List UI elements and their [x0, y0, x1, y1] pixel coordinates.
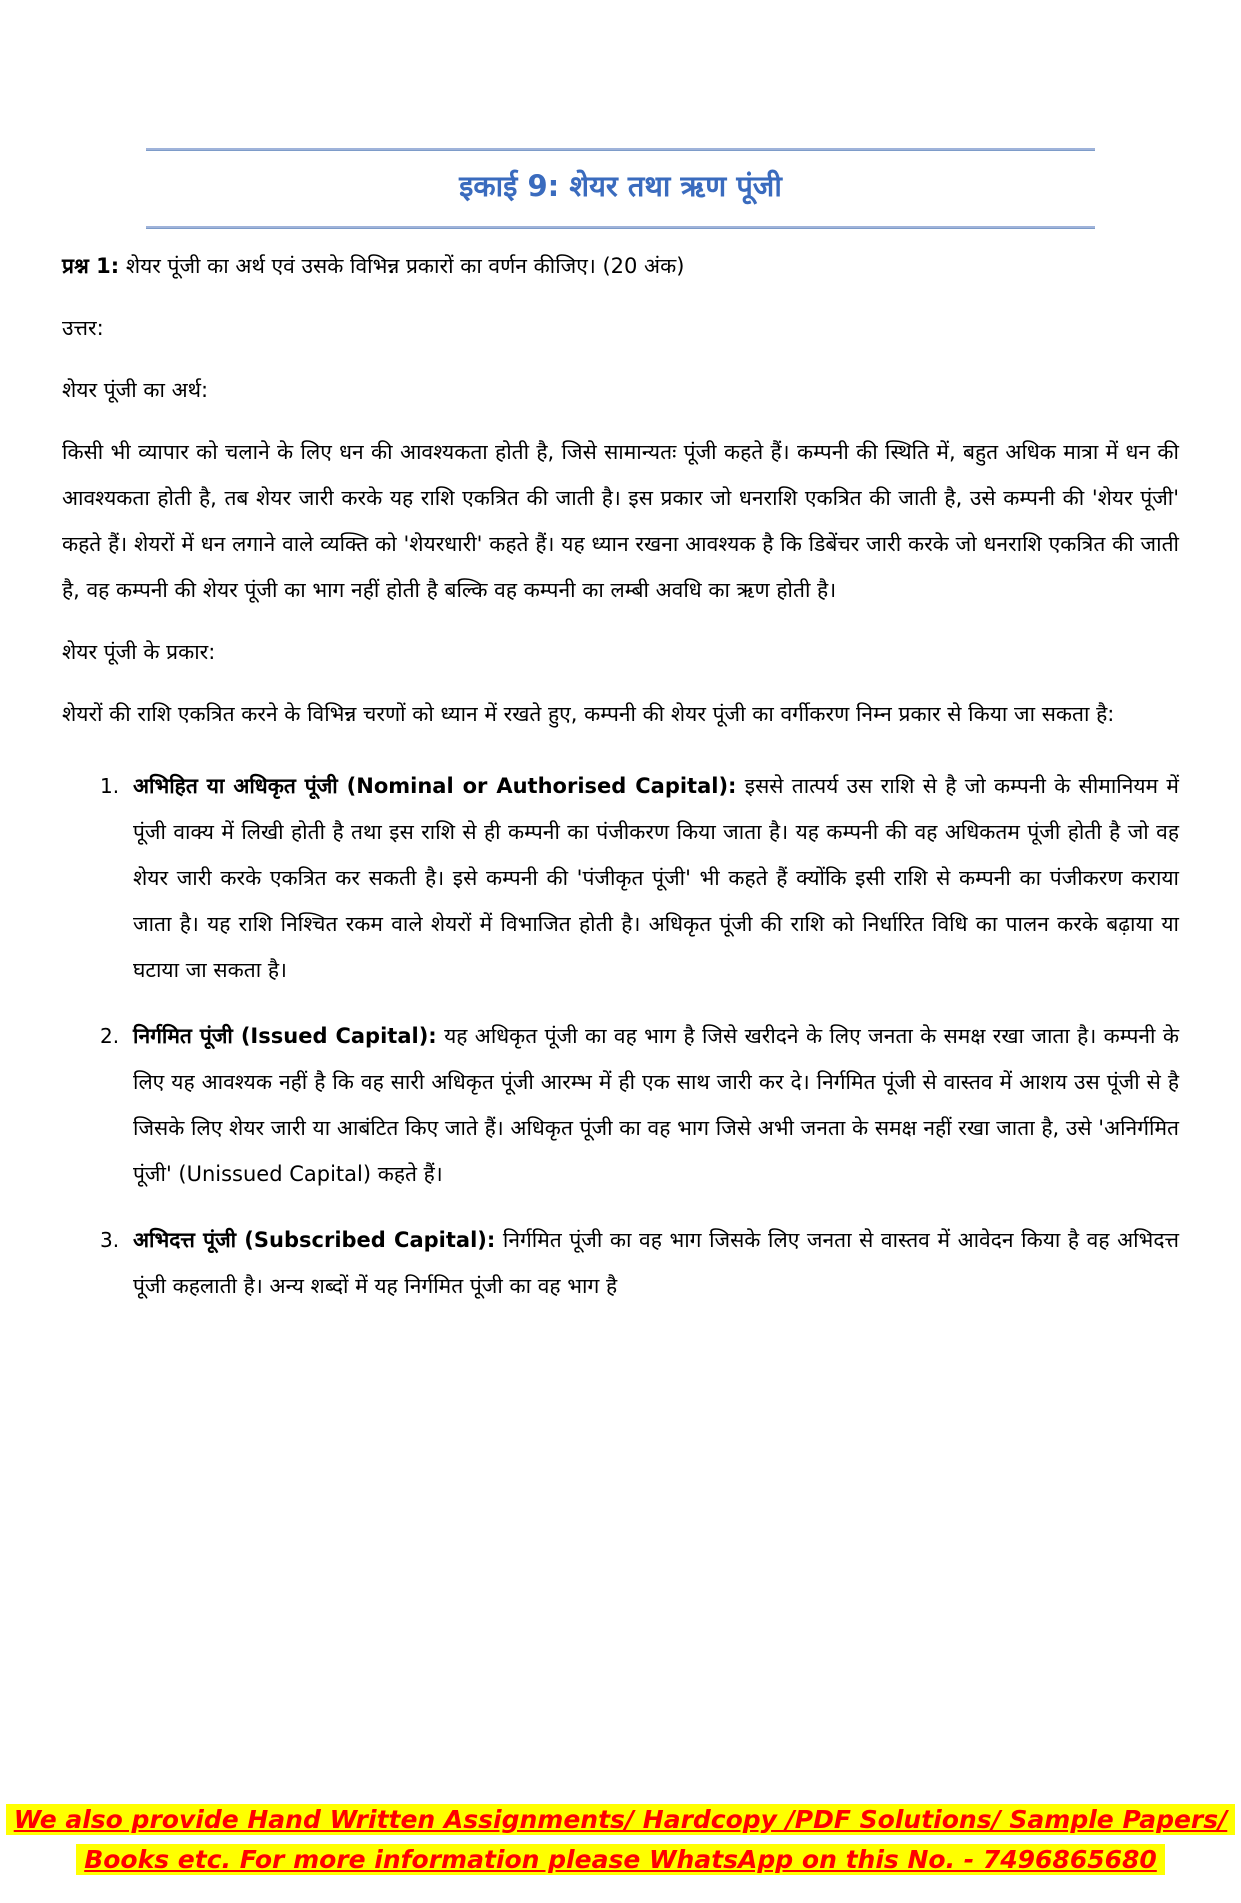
title-block — [146, 148, 1095, 229]
footer-banner — [0, 1800, 1241, 1880]
list-item-heading: अभिदत्त पूंजी (Subscribed Capital): — [133, 1228, 496, 1253]
footer-line-1: We also provide Hand Written Assignments/ Hardcopy /PDF Solutions/ Sample Papers/ — [6, 1804, 1236, 1835]
question-text: शेयर पूंजी का अर्थ एवं उसके विभिन्न प्रकारों का वर्णन कीजिए। (20 अंक) — [125, 254, 685, 279]
footer-line-2-wrap — [0, 1840, 1241, 1880]
meaning-paragraph: किसी भी व्यापार को चलाने के लिए धन की आवश्यकता होती है, जिसे सामान्यतः पूंजी कहते हैं। कम्पनी की स्थिति में, बहुत अधिक मात्रा में धन की आवश्यकता होती है, तब शेयर जारी करके यह राशि एकत्रित की जाती है। इस प्रकार जो धनराशि एकत्रित की जाती है, उसे कम्पनी की 'शेयर पूंजी' कहते हैं। शेयरों में धन लगाने वाले व्यक्ति को 'शेयरधारी' कहते हैं। यह ध्यान रखना आवश्यक है कि डिबेंचर जारी करके जो धनराशि एकत्रित की जाती है, वह कम्पनी की शेयर पूंजी का भाग नहीं होती है बल्कि वह कम्पनी का लम्बी अवधि का ऋण होती है। — [62, 440, 1179, 603]
list-item-text: यह अधिकृत पूंजी का वह भाग है जिसे खरीदने के लिए जनता के समक्ष रखा जाता है। कम्पनी के लिए यह आवश्यक नहीं है कि वह सारी अधिकृत पूंजी आरम्भ में ही एक साथ जारी कर दे। निर्गमित पूंजी से वास्तव में आशय उस पूंजी से है जिसके लिए शेयर जारी या आबंटित किए जाते हैं। अधिकृत पूंजी का वह भाग जिसे अभी जनता के समक्ष नहीं रखा जाता है, उसे 'अनिर्गमित पूंजी' (Unissued Capital) कहते हैं। — [133, 1024, 1179, 1187]
list-item-number: 3. — [100, 1228, 120, 1253]
answer-label: उत्तर: — [62, 316, 104, 341]
list-item-issued-capital — [100, 1013, 1179, 1197]
list-item-heading: निर्गमित पूंजी (Issued Capital): — [133, 1024, 437, 1049]
list-item-subscribed-capital — [100, 1217, 1179, 1309]
list-item-number: 1. — [100, 774, 120, 799]
footer-line-2: Books etc. For more information please WhatsApp on this No. - 7496865680 — [76, 1844, 1165, 1875]
document-page — [0, 148, 1241, 1903]
capital-types-list — [62, 763, 1179, 1309]
types-heading: शेयर पूंजी के प्रकार: — [62, 640, 216, 665]
list-item-content — [133, 1217, 1179, 1309]
document-body — [0, 229, 1241, 1309]
meaning-heading: शेयर पूंजी का अर्थ: — [62, 378, 209, 403]
list-item-number: 2. — [100, 1024, 120, 1049]
question-paragraph — [62, 243, 1179, 289]
list-item-content — [133, 763, 1179, 993]
types-intro-paragraph: शेयरों की राशि एकत्रित करने के विभिन्न चरणों को ध्यान में रखते हुए, कम्पनी की शेयर पूंजी का वर्गीकरण निम्न प्रकार से किया जा सकता है: — [62, 702, 1115, 727]
list-item-text: निर्गमित पूंजी का वह भाग जिसके लिए जनता से वास्तव में आवेदन किया है वह अभिदत्त पूंजी कहलाती है। अन्य शब्दों में यह निर्गमित पूंजी का वह भाग है — [133, 1228, 1179, 1299]
list-item-text: इससे तात्पर्य उस राशि से है जो कम्पनी के सीमानियम में पूंजी वाक्य में लिखी होती है तथा इस राशि से ही कम्पनी का पंजीकरण किया जाता है। यह कम्पनी की वह अधिकतम पूंजी होती है जो वह शेयर जारी करके एकत्रित कर सकती है। इसे कम्पनी की 'पंजीकृत पूंजी' भी कहते हैं क्योंकि इसी राशि से कम्पनी का पंजीकरण कराया जाता है। यह राशि निश्चित रकम वाले शेयरों में विभाजित होती है। अधिकृत पूंजी की राशि को निर्धारित विधि का पालन करके बढ़ाया या घटाया जा सकता है। — [133, 774, 1179, 983]
list-item-heading: अभिहित या अधिकृत पूंजी (Nominal or Authorised Capital): — [133, 774, 737, 799]
footer-line-1-wrap — [0, 1800, 1241, 1840]
question-label: प्रश्न 1: — [62, 254, 120, 279]
list-item-content — [133, 1013, 1179, 1197]
page-title: इकाई 9: शेयर तथा ऋण पूंजी — [459, 169, 782, 203]
list-item-authorised-capital — [100, 763, 1179, 993]
